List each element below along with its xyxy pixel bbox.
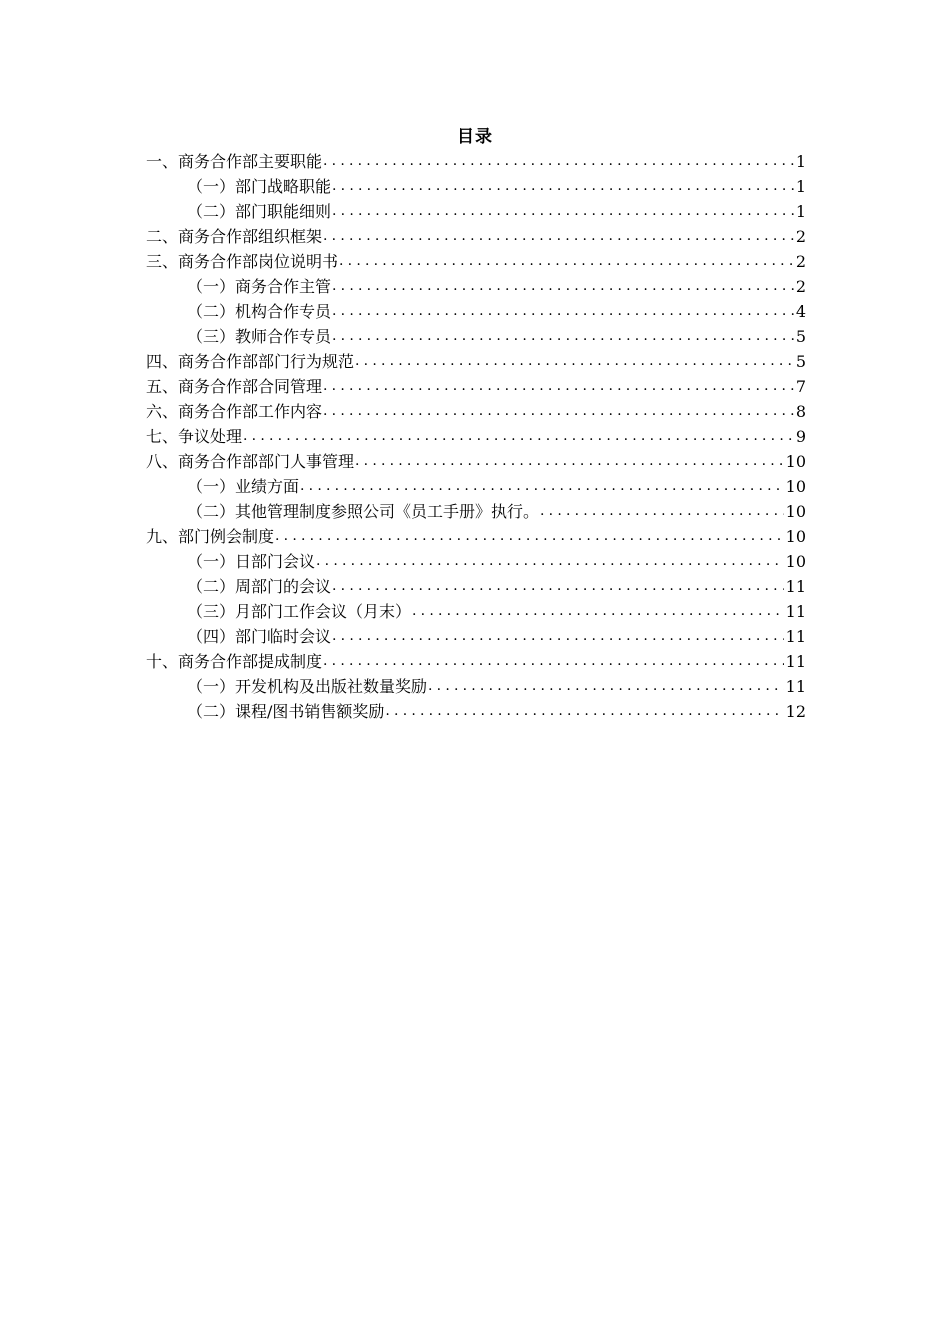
toc-entry-page-number: 11 (785, 577, 806, 596)
toc-entry-label: （一）业绩方面 (187, 477, 300, 496)
toc-entry[interactable] (146, 624, 806, 649)
toc-dot-leader (243, 424, 794, 449)
toc-dot-leader (339, 249, 794, 274)
toc-entry-label: （一）日部门会议 (187, 552, 316, 571)
toc-entry[interactable] (146, 174, 806, 199)
toc-dot-leader (332, 624, 784, 649)
toc-entry-page-number: 10 (785, 477, 806, 496)
toc-dot-leader (275, 524, 784, 549)
toc-entry-label: 八、商务合作部部门人事管理 (146, 452, 355, 471)
toc-entry[interactable] (146, 599, 806, 624)
toc-title: 目录 (457, 127, 493, 147)
toc-entry-page-number: 8 (795, 402, 806, 421)
toc-entry[interactable] (146, 374, 806, 399)
toc-entry-label: （二）部门职能细则 (187, 202, 332, 221)
toc-entry-label: （一）开发机构及出版社数量奖励 (187, 677, 428, 696)
toc-entry[interactable] (146, 424, 806, 449)
toc-dot-leader (332, 324, 794, 349)
toc-entry-label: （四）部门临时会议 (187, 627, 332, 646)
toc-entry-page-number: 7 (795, 377, 806, 396)
toc-dot-leader (428, 674, 784, 699)
toc-entry[interactable] (146, 399, 806, 424)
toc-entry-page-number: 1 (795, 177, 806, 196)
toc-entry-label: （二）机构合作专员 (187, 302, 332, 321)
toc-entry-page-number: 10 (785, 452, 806, 471)
toc-entry-label: （二）周部门的会议 (187, 577, 332, 596)
toc-dot-leader (323, 399, 794, 424)
toc-entry-label: 十、商务合作部提成制度 (146, 652, 323, 671)
toc-dot-leader (316, 549, 784, 574)
toc-entry-label: 一、商务合作部主要职能 (146, 152, 323, 171)
toc-entry[interactable] (146, 149, 806, 174)
toc-entry-page-number: 2 (795, 277, 806, 296)
toc-entry[interactable] (146, 649, 806, 674)
toc-dot-leader (323, 224, 794, 249)
toc-dot-leader (323, 649, 784, 674)
toc-entry[interactable] (146, 474, 806, 499)
toc-entry-page-number: 11 (785, 627, 806, 646)
toc-entry[interactable] (146, 274, 806, 299)
toc-entry-page-number: 1 (795, 152, 806, 171)
toc-entry-label: （二）课程/图书销售额奖励 (187, 702, 385, 721)
toc-entry-page-number: 9 (795, 427, 806, 446)
toc-dot-leader (332, 174, 794, 199)
toc-entry-label: （一）部门战略职能 (187, 177, 332, 196)
toc-entry-page-number: 10 (785, 502, 806, 521)
toc-dot-leader (355, 449, 784, 474)
toc-entry-label: （一）商务合作主管 (187, 277, 332, 296)
toc-entry-page-number: 2 (795, 252, 806, 271)
toc-entry[interactable] (146, 349, 806, 374)
toc-dot-leader (323, 374, 794, 399)
toc-entry[interactable] (146, 449, 806, 474)
toc-entry[interactable] (146, 299, 806, 324)
toc-entry[interactable] (146, 499, 806, 524)
toc-entry-page-number: 10 (785, 552, 806, 571)
toc-dot-leader (332, 299, 794, 324)
toc-entry[interactable] (146, 224, 806, 249)
toc-entry-label: （二）其他管理制度参照公司《员工手册》执行。 (187, 502, 540, 521)
toc-dot-leader (355, 349, 794, 374)
toc-entry[interactable] (146, 524, 806, 549)
toc-entry-label: 三、商务合作部岗位说明书 (146, 252, 339, 271)
toc-dot-leader (332, 199, 794, 224)
toc-entry-page-number: 11 (785, 652, 806, 671)
toc-entry-label: （三）月部门工作会议（月末） (187, 602, 412, 621)
toc-entry-label: （三）教师合作专员 (187, 327, 332, 346)
toc-dot-leader (385, 699, 783, 724)
toc-entry-page-number: 5 (795, 352, 806, 371)
toc-entry-label: 二、商务合作部组织框架 (146, 227, 323, 246)
toc-entry[interactable] (146, 324, 806, 349)
toc-entry-page-number: 11 (785, 602, 806, 621)
toc-entry[interactable] (146, 249, 806, 274)
toc-entry-label: 六、商务合作部工作内容 (146, 402, 323, 421)
toc-dot-leader (300, 474, 784, 499)
toc-entry-page-number: 4 (795, 302, 806, 321)
toc-entry[interactable] (146, 574, 806, 599)
toc-dot-leader (332, 274, 794, 299)
toc-entry[interactable] (146, 549, 806, 574)
toc-entry-label: 七、争议处理 (146, 427, 243, 446)
toc-entry-page-number: 1 (795, 202, 806, 221)
toc-dot-leader (323, 149, 794, 174)
toc-dot-leader (540, 499, 784, 524)
toc-entry-page-number: 10 (785, 527, 806, 546)
toc-entry-page-number: 11 (785, 677, 806, 696)
toc-entry-page-number: 5 (795, 327, 806, 346)
toc-entry[interactable] (146, 674, 806, 699)
toc-entry-page-number: 12 (785, 702, 806, 721)
toc-entry-page-number: 2 (795, 227, 806, 246)
table-of-contents (146, 149, 806, 724)
toc-entry[interactable] (146, 699, 806, 724)
toc-dot-leader (332, 574, 784, 599)
toc-entry[interactable] (146, 199, 806, 224)
toc-entry-label: 九、部门例会制度 (146, 527, 275, 546)
toc-dot-leader (412, 599, 784, 624)
toc-entry-label: 五、商务合作部合同管理 (146, 377, 323, 396)
toc-entry-label: 四、商务合作部部门行为规范 (146, 352, 355, 371)
